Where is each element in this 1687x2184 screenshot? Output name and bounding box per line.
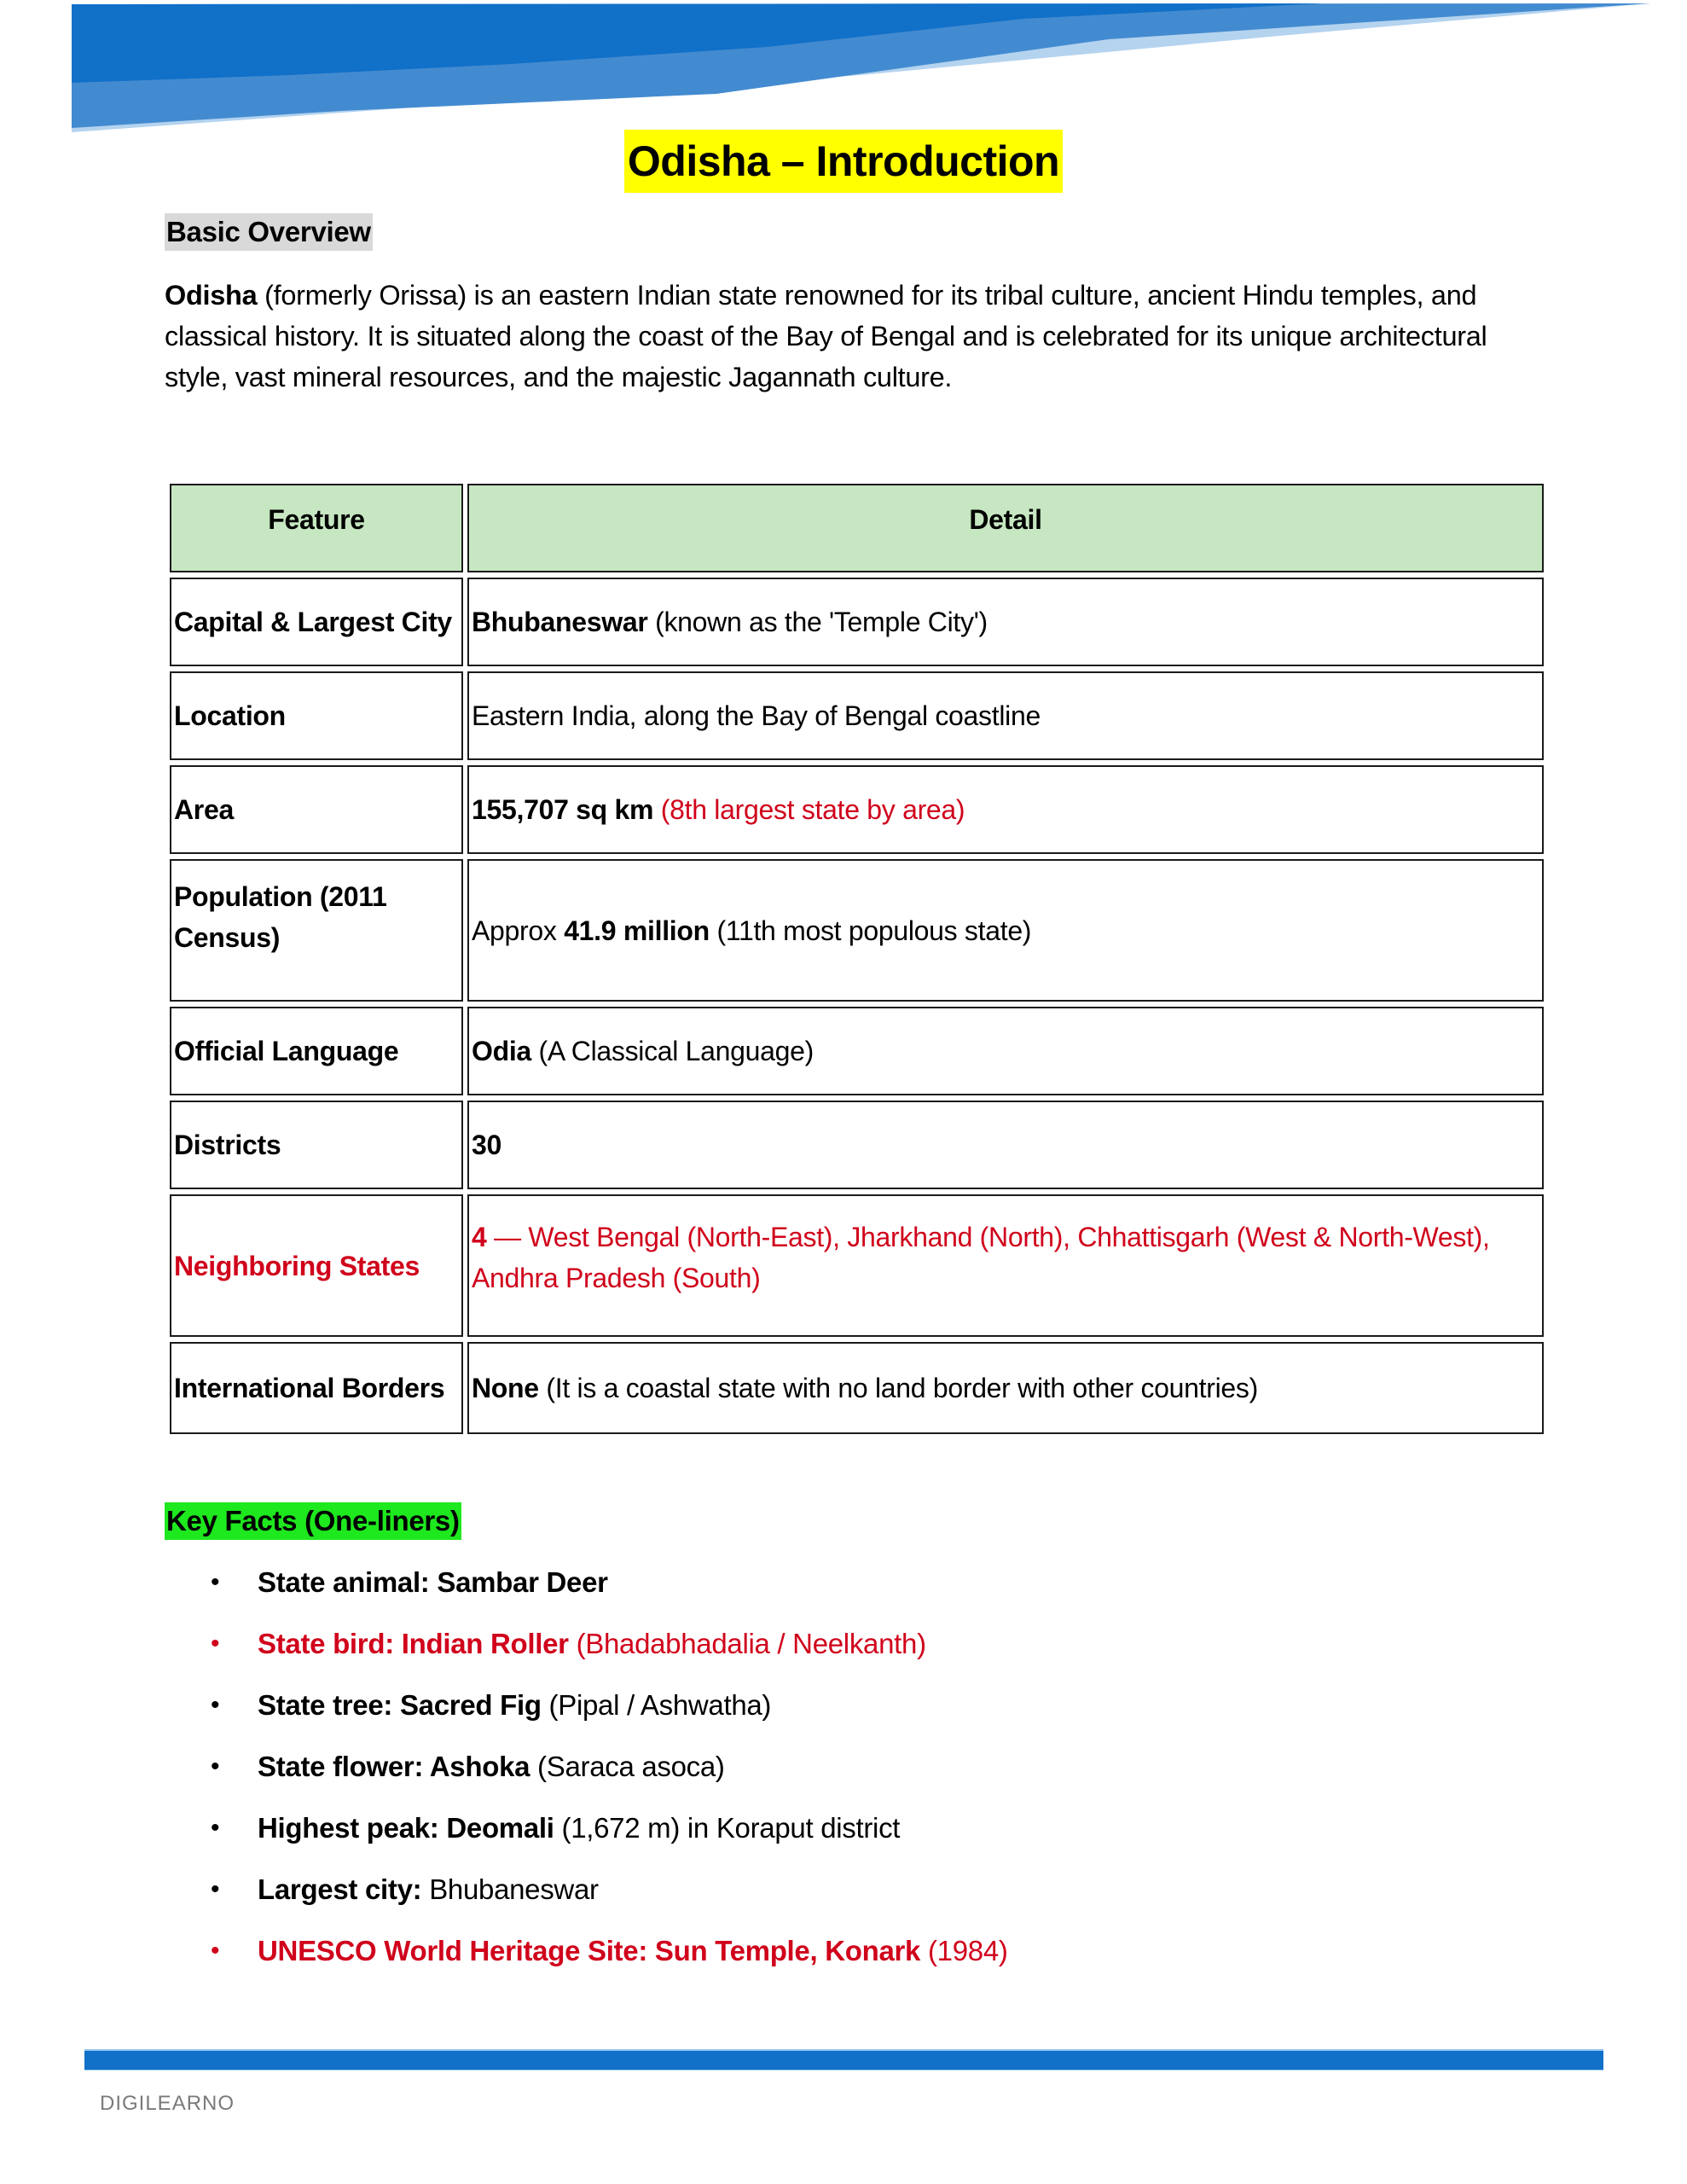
row-detail-capital — [467, 578, 1544, 666]
fact-label: Largest city: — [258, 1873, 422, 1905]
row-feature-capital: Capital & Largest City — [170, 578, 463, 666]
row-feature-area: Area — [170, 765, 463, 854]
detail-rest: (A Classical Language) — [530, 1036, 815, 1066]
bullet-icon: • — [211, 1691, 220, 1719]
fact-label: State bird: Indian Roller — [258, 1628, 569, 1659]
bullet-icon: • — [211, 1629, 220, 1658]
detail-red: (8th largest state by area) — [653, 794, 965, 825]
fact-label: State tree: Sacred Fig — [258, 1689, 542, 1721]
detail-bold: Bhubaneswar — [472, 607, 648, 637]
row-feature-language: Official Language — [170, 1007, 463, 1095]
table-row — [170, 578, 1544, 666]
row-feature-districts: Districts — [170, 1101, 463, 1189]
table-row — [170, 1007, 1544, 1095]
fact-label: Highest peak: Deomali — [258, 1812, 554, 1844]
bullet-icon: • — [211, 1752, 220, 1780]
table-row — [170, 1194, 1544, 1337]
bullet-icon: • — [211, 1937, 220, 1965]
fact-label: UNESCO World Heritage Site: Sun Temple, Konark — [258, 1935, 921, 1966]
table-header-detail: Detail — [467, 484, 1544, 572]
row-feature-location: Location — [170, 671, 463, 760]
fact-detail: (1,672 m) in Koraput district — [554, 1812, 901, 1844]
bullet-icon: • — [211, 1875, 220, 1903]
detail-pre: Approx — [472, 915, 565, 946]
row-feature-neighbors: Neighboring States — [170, 1194, 463, 1337]
fact-label: State flower: Ashoka — [258, 1751, 530, 1782]
fact-detail: (1984) — [920, 1935, 1008, 1966]
row-detail-location: Eastern India, along the Bay of Bengal coastline — [467, 671, 1544, 760]
footer-brand: DIGILEARNO — [100, 2092, 235, 2115]
table-row — [170, 765, 1544, 854]
table-header-feature: Feature — [170, 484, 463, 572]
intro-subject: Odisha — [165, 280, 258, 311]
detail-rest: (11th most populous state) — [709, 915, 1032, 946]
row-detail-language — [467, 1007, 1544, 1095]
section-heading-key-facts: Key Facts (One-liners) — [165, 1502, 461, 1540]
detail-rest: — West Bengal (North-East), Jharkhand (North), Chhattisgarh (West & North-West), Andhra Pradesh (South) — [472, 1222, 1490, 1293]
section-heading-basic-overview: Basic Overview — [165, 213, 373, 251]
table-header-row — [170, 484, 1544, 572]
row-detail-international-borders — [467, 1342, 1544, 1434]
row-feature-population: Population (2011 Census) — [170, 859, 463, 1002]
bullet-icon: • — [211, 1568, 220, 1596]
row-detail-area — [467, 765, 1544, 854]
row-detail-neighbors — [467, 1194, 1544, 1337]
detail-bold: 155,707 sq km — [472, 794, 654, 825]
fact-detail: (Saraca asoca) — [530, 1751, 725, 1782]
table-row — [170, 671, 1544, 760]
fact-detail: (Bhadabhadalia / Neelkanth) — [568, 1628, 926, 1659]
fact-detail: Bhubaneswar — [421, 1873, 599, 1905]
page-title: Odisha – Introduction — [624, 130, 1063, 193]
footer-bar — [84, 2049, 1603, 2071]
row-feature-international-borders: International Borders — [170, 1342, 463, 1434]
bullet-icon: • — [211, 1814, 220, 1842]
detail-bold: Odia — [472, 1036, 531, 1066]
header-banner-graphic — [0, 0, 1687, 145]
intro-paragraph — [165, 275, 1529, 398]
detail-rest: (known as the 'Temple City') — [647, 607, 988, 637]
table-row — [170, 1101, 1544, 1189]
fact-detail: (Pipal / Ashwatha) — [541, 1689, 772, 1721]
detail-bold: None — [472, 1373, 539, 1403]
fact-label: State animal: Sambar Deer — [258, 1566, 608, 1598]
row-detail-districts: 30 — [467, 1101, 1544, 1189]
intro-text: (formerly Orissa) is an eastern Indian state renowned for its tribal culture, ancient Hindu temples, and classical history. It is situated along the coast of the Bay of Bengal and is celebrated for its unique architectural style, vast mineral resources, and the majestic Jagannath culture. — [165, 280, 1487, 392]
detail-bold: 4 — [472, 1222, 487, 1252]
detail-rest: (It is a coastal state with no land border with other countries) — [538, 1373, 1258, 1403]
detail-bold: 41.9 million — [564, 915, 710, 946]
table-row — [170, 859, 1544, 1002]
row-detail-population — [467, 859, 1544, 1002]
table-row — [170, 1342, 1544, 1434]
